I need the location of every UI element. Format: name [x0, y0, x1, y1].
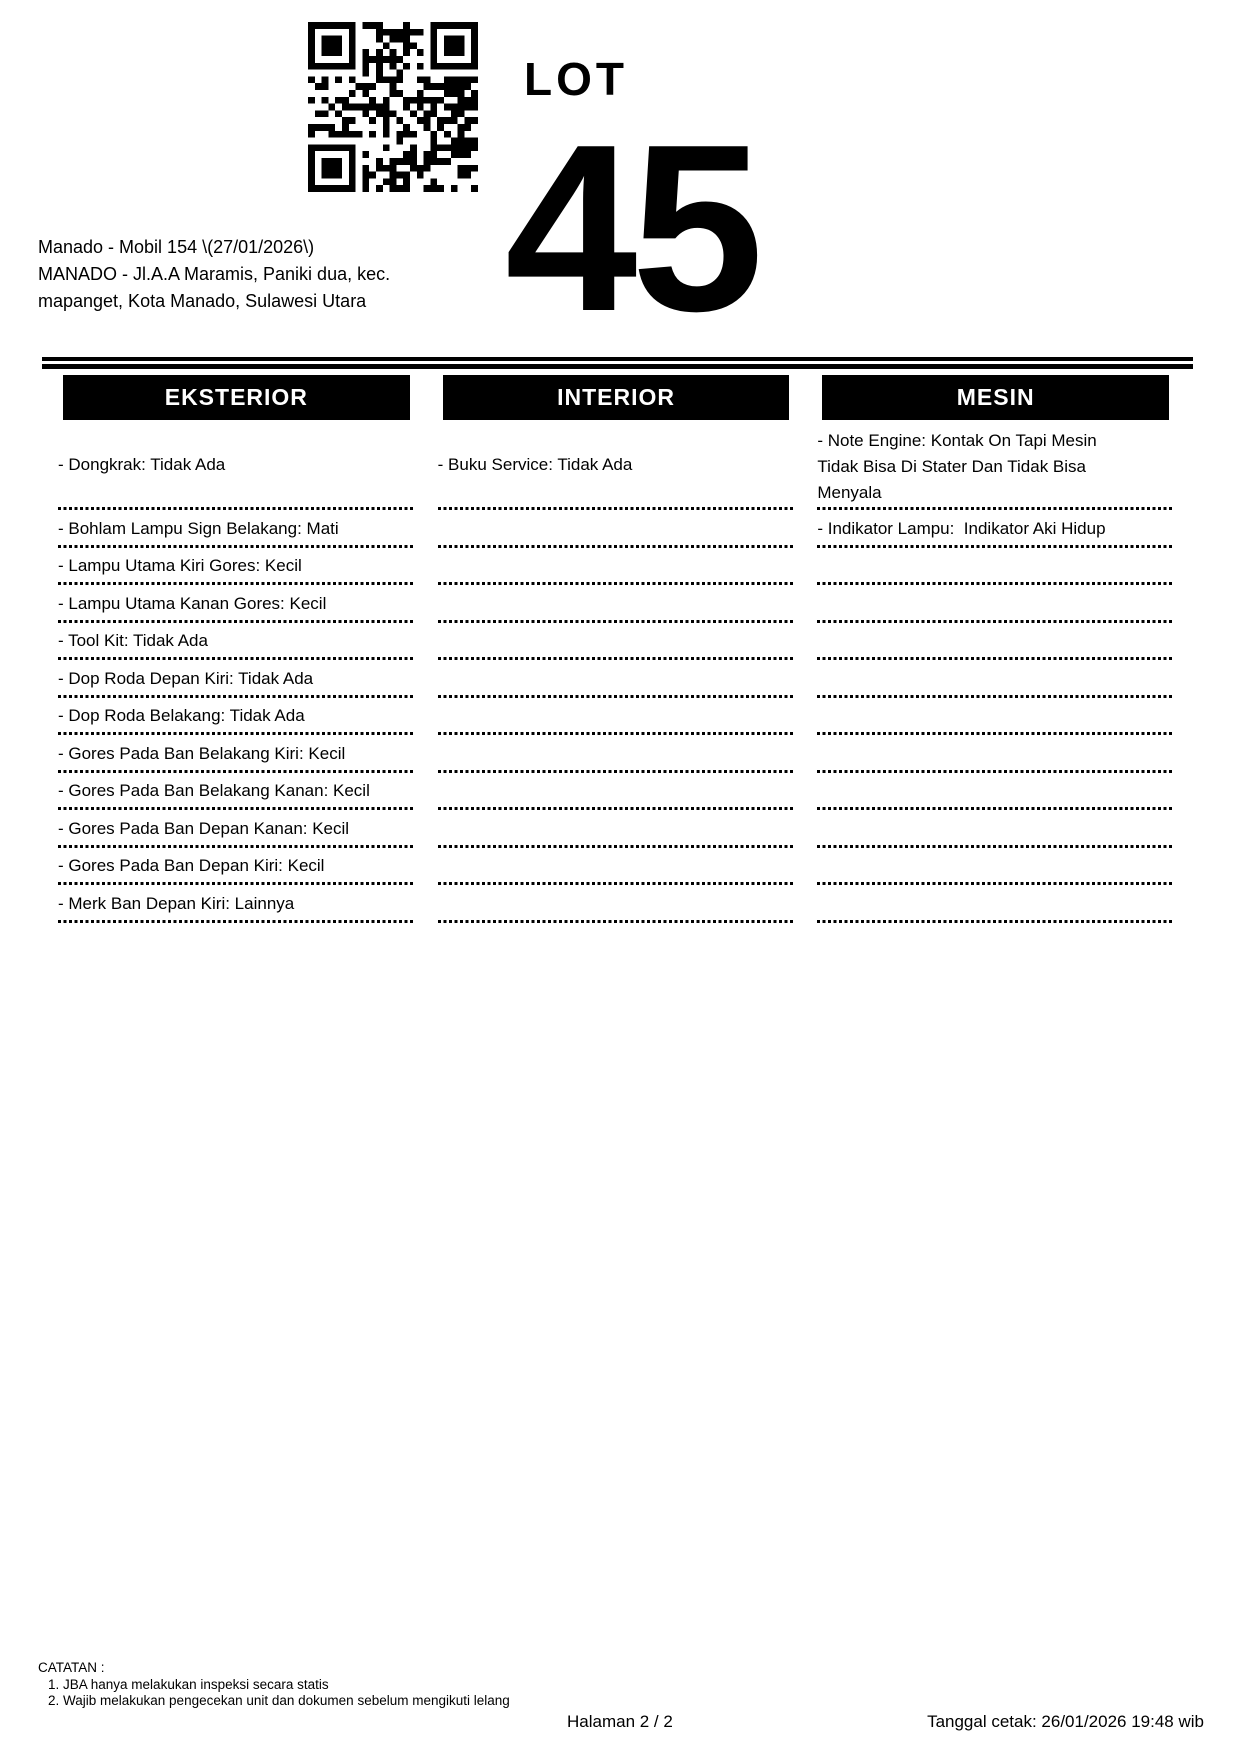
- header-divider: [42, 357, 1193, 369]
- print-date: Tanggal cetak: 26/01/2026 19:48 wib: [927, 1712, 1204, 1731]
- list-row: [58, 420, 415, 510]
- list-item-text: - Bohlam Lampu Sign Belakang: Mati: [58, 518, 339, 538]
- list-row: [817, 420, 1174, 510]
- list-row: [58, 735, 415, 773]
- list-item-text: - Dongkrak: Tidak Ada: [58, 455, 226, 474]
- list-row: [817, 585, 1174, 623]
- section-header-interior: INTERIOR: [443, 375, 790, 420]
- list-item-text: - Gores Pada Ban Belakang Kiri: Kecil: [58, 743, 346, 763]
- list-item-text: - Dop Roda Belakang: Tidak Ada: [58, 706, 305, 726]
- interior-list: [438, 420, 795, 923]
- inspection-columns: [58, 375, 1174, 923]
- list-row: [438, 510, 795, 548]
- auction-address-line-2: mapanget, Kota Manado, Sulawesi Utara: [38, 291, 367, 311]
- list-item-text: - Gores Pada Ban Depan Kiri: Kecil: [58, 856, 325, 876]
- list-item-text: - Buku Service: Tidak Ada: [437, 455, 633, 474]
- list-row: [817, 510, 1174, 548]
- lot-label: LOT: [524, 53, 628, 105]
- list-row: [817, 848, 1174, 886]
- list-row: [817, 660, 1174, 698]
- list-row: [438, 810, 795, 848]
- list-row: [438, 420, 795, 510]
- section-eksterior: [58, 375, 415, 923]
- list-item-text: - Gores Pada Ban Depan Kanan: Kecil: [58, 818, 350, 838]
- list-row: [817, 773, 1174, 811]
- list-item-text: - Merk Ban Depan Kiri: Lainnya: [58, 893, 295, 913]
- list-row: [438, 848, 795, 886]
- list-item-text: - Lampu Utama Kiri Gores: Kecil: [58, 556, 302, 576]
- section-header-eksterior: EKSTERIOR: [63, 375, 410, 420]
- auction-title-line: Manado - Mobil 154 \(27/01/2026\): [38, 237, 315, 257]
- lot-number: 45: [505, 96, 758, 361]
- list-row: [438, 548, 795, 586]
- list-row: [58, 810, 415, 848]
- list-row: [58, 698, 415, 736]
- list-row: [58, 585, 415, 623]
- list-row: [58, 885, 415, 923]
- list-item-text: - Gores Pada Ban Belakang Kanan: Kecil: [58, 781, 370, 801]
- list-row: [817, 885, 1174, 923]
- eksterior-list: [58, 420, 415, 923]
- list-row: [817, 810, 1174, 848]
- section-header-mesin: MESIN: [822, 375, 1169, 420]
- list-item-text: - Lampu Utama Kanan Gores: Kecil: [58, 593, 327, 613]
- list-row: [438, 735, 795, 773]
- list-row: [438, 585, 795, 623]
- section-mesin: [817, 375, 1174, 923]
- list-row: [817, 698, 1174, 736]
- qr-code: [308, 22, 478, 192]
- section-interior: [438, 375, 795, 923]
- list-row: [438, 660, 795, 698]
- list-row: [817, 548, 1174, 586]
- note-item-1: 1. JBA hanya melakukan inspeksi secara statis: [48, 1676, 329, 1692]
- auction-address-line-1: MANADO - Jl.A.A Maramis, Paniki dua, kec.: [38, 264, 391, 284]
- list-item-text: - Tool Kit: Tidak Ada: [58, 631, 208, 651]
- list-row: [58, 623, 415, 661]
- list-row: [438, 885, 795, 923]
- list-row: [438, 773, 795, 811]
- list-item-text: - Dop Roda Depan Kiri: Tidak Ada: [58, 668, 314, 688]
- note-item-2: 2. Wajib melakukan pengecekan unit dan dokumen sebelum mengikuti lelang: [48, 1693, 510, 1708]
- list-item-text: - Note Engine: Kontak On Tapi Mesin Tidak Bisa Di Stater Dan Tidak Bisa Menyala: [817, 431, 1102, 502]
- list-row: [58, 548, 415, 586]
- list-row: [817, 735, 1174, 773]
- list-row: [58, 660, 415, 698]
- list-row: [438, 698, 795, 736]
- list-row: [58, 773, 415, 811]
- auction-location: [38, 234, 438, 315]
- notes-title: CATATAN :: [38, 1660, 105, 1675]
- list-row: [58, 510, 415, 548]
- footer-notes: [38, 1660, 510, 1710]
- list-item-text: - Indikator Lampu: Indikator Aki Hidup: [817, 518, 1106, 538]
- list-row: [58, 848, 415, 886]
- list-row: [817, 623, 1174, 661]
- mesin-list: [817, 420, 1174, 923]
- list-row: [438, 623, 795, 661]
- page-number: Halaman 2 / 2: [567, 1712, 673, 1731]
